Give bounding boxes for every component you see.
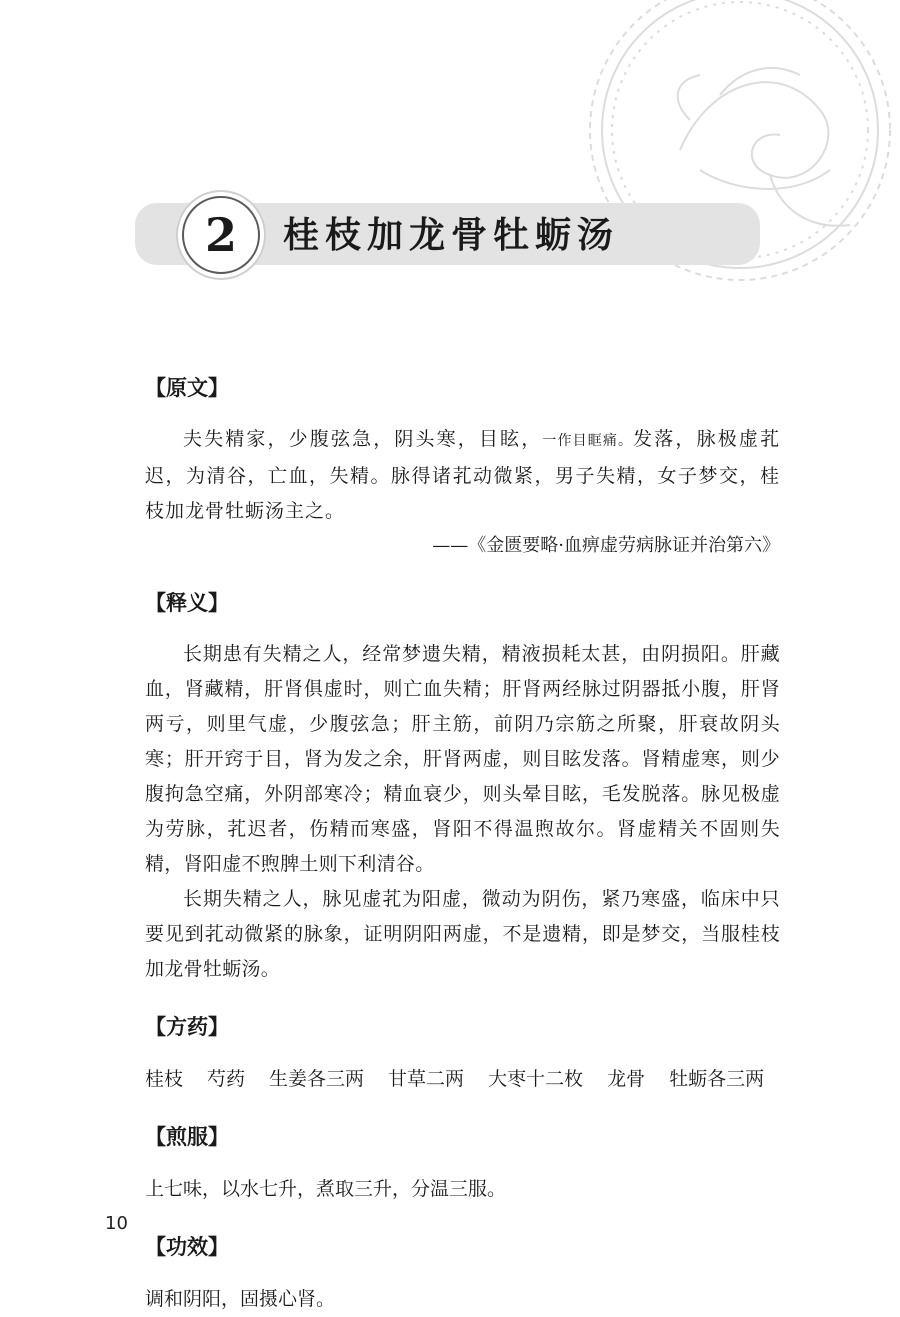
section-heading-original: 【原文】 [145,376,229,400]
efficacy-text: 调和阴阳，固摄心肾。 [145,1288,336,1310]
decoction-text: 上七味，以水七升，煮取三升，分温三服。 [145,1178,507,1200]
herb-item: 大枣十二枚 [488,1068,584,1090]
herb-item: 芍药 [207,1068,246,1090]
chapter-title: 桂枝加龙骨牡蛎汤 [283,214,620,256]
herb-item: 生姜各三两 [269,1068,365,1090]
original-text-a: 夫失精家，少腹弦急，阴头寒，目眩， [183,428,543,450]
chapter-number-badge: 2 [182,196,260,274]
explanation-paragraph: 长期失精之人，脉见虚芤为阳虚，微动为阴伤，紧乃寒盛，临床中只要见到芤动微紧的脉象，证明阴阳两虚，不是遗精，即是梦交，当服桂枝加龙骨牡蛎汤。 [145,888,780,980]
herb-item: 甘草二两 [388,1068,465,1090]
explanation-paragraph: 长期患有失精之人，经常梦遗失精，精液损耗太甚，由阴损阳。肝藏血，肾藏精，肝肾俱虚时，则亡血失精；肝肾两经脉过阴器抵小腹，肝肾两亏，则里气虚，少腹弦急；肝主筋，前阴乃宗筋之所聚，肝衰故阴头寒；肝开窍于目，肾为发之余，肝肾两虚，则目眩发落。肾精虚寒，则少腹拘急空痛，外阴部寒冷；精血衰少，则头晕目眩，毛发脱落。脉见极虚为劳脉，芤迟者，伤精而寒盛，肾阳不得温煦故尔。肾虚精关不固则失精，肾阳虚不煦脾土则下利清谷。 [145,643,780,875]
original-source: ——《金匮要略·血痹虚劳病脉证并治第六》 [432,535,780,556]
section-heading-efficacy: 【功效】 [145,1235,229,1259]
herb-list [145,1061,780,1097]
herb-item: 牡蛎各三两 [669,1068,765,1090]
section-heading-formula: 【方药】 [145,1015,229,1039]
original-text-b: 发落，脉极虚芤迟，为清谷，亡血，失精。脉得诸芤动微紧，男子失精，女子梦交，桂枝加龙骨牡蛎汤主之。 [145,428,780,522]
page-number: 10 [105,1213,128,1234]
section-heading-decoction: 【煎服】 [145,1125,229,1149]
herb-item: 龙骨 [607,1068,646,1090]
original-text-note: 一作目眶痛。 [542,433,634,449]
herb-item: 桂枝 [145,1068,184,1090]
page-content [145,368,780,1317]
section-heading-explanation: 【释义】 [145,591,229,615]
original-text [145,422,780,529]
